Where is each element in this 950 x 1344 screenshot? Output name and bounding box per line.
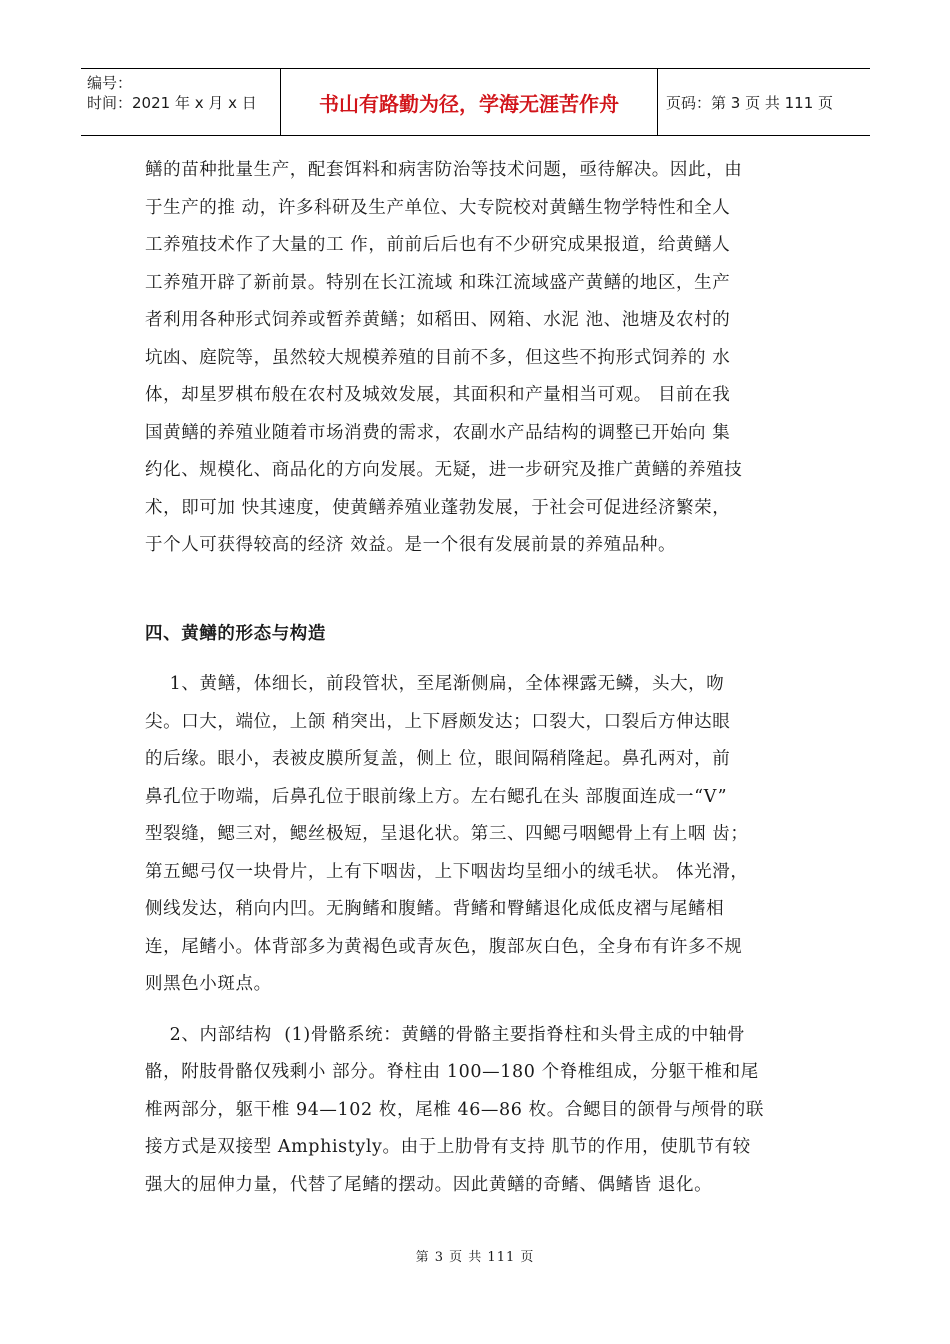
text-line: 椎两部分，躯干椎 94—102 枚，尾椎 46—86 枚。合鳃目的颌骨与颅骨的联	[145, 1099, 764, 1120]
text-line: 接方式是双接型 Amphistyly。由于上肋骨有支持 肌节的作用，使肌节有较	[145, 1137, 751, 1157]
text-line: 者利用各种形式饲养或暂养黄鳝；如稻田、网箱、水泥 池、池塘及农村的	[145, 310, 731, 330]
number-label: 编号：	[87, 74, 133, 92]
text-line: 体，却星罗棋布般在农村及城效发展，其面积和产量相当可观。 目前在我	[145, 385, 731, 405]
paragraph-1	[145, 152, 813, 565]
time-label: 时间：2021 年 x 月 x 日	[87, 94, 257, 112]
text-line: 第五鳃弓仅一块骨片，上有下咽齿，上下咽齿均呈细小的绒毛状。 体光滑，	[145, 861, 749, 882]
text-line: 连，尾鳍小。体背部多为黄褐色或青灰色，腹部灰白色，全身布有许多不规	[145, 936, 743, 957]
text-line: 强大的屈伸力量，代替了尾鳍的摆动。因此黄鳝的奇鳍、偶鳍皆 退化。	[145, 1174, 713, 1195]
text-line: 骼，附肢骨骼仅残剩小 部分。脊柱由 100—180 个脊椎组成，分躯干椎和尾	[145, 1062, 759, 1082]
text-line: 则黑色小斑点。	[145, 974, 272, 994]
text-line: 工养殖技术作了大量的工 作，前前后后也有不少研究成果报道，给黄鳝人	[145, 235, 731, 255]
text-line: 型裂缝，鳃三对，鳃丝极短，呈退化状。第三、四鳃弓咽鳃骨上有上咽 齿；	[145, 824, 749, 844]
text-line: 于个人可获得较高的经济 效益。是一个很有发展前景的养殖品种。	[145, 535, 677, 555]
page-footer: 第 3 页 共 111 页	[415, 1250, 535, 1265]
page-header	[81, 68, 870, 136]
spacer	[145, 653, 813, 666]
text-line: 的后缘。眼小，表被皮膜所复盖，侧上 位，眼间隔稍隆起。鼻孔两对，前	[145, 749, 731, 769]
paragraph-2	[145, 666, 813, 1004]
text-line: 1、黄鳝，体细长，前段管状，至尾渐侧扁，全体裸露无鳞，头大，吻	[145, 674, 725, 694]
text-line: 侧线发达，稍向内凹。无胸鳍和腹鳍。背鳍和臀鳍退化成低皮褶与尾鳍相	[145, 899, 725, 919]
text-line: 鼻孔位于吻端，后鼻孔位于眼前缘上方。左右鳃孔在头 部腹面连成一“V”	[145, 786, 728, 807]
spacer	[145, 565, 813, 616]
paragraph-3	[145, 1017, 813, 1205]
header-motto: 书山有路勤为径，学海无涯苦作舟	[281, 69, 658, 135]
header-page-code: 页码：第 3 页 共 111 页	[666, 93, 834, 112]
spacer	[145, 1004, 813, 1017]
text-line: 坑凼、庭院等，虽然较大规模养殖的目前不多，但这些不拘形式饲养的 水	[145, 347, 731, 368]
text-line: 约化、规模化、商品化的方向发展。无疑，进一步研究及推广黄鳝的养殖技	[145, 460, 743, 480]
header-meta	[81, 69, 281, 135]
text-line: 工养殖开辟了新前景。特别在长江流域 和珠江流域盛产黄鳝的地区，生产	[145, 272, 731, 293]
text-line: 术，即可加 快其速度，使黄鳝养殖业蓬勃发展，于社会可促进经济繁荣，	[145, 497, 731, 518]
text-line: 尖。口大，端位，上颌 稍突出，上下唇颇发达；口裂大，口裂后方伸达眼	[145, 711, 731, 732]
text-line: 于生产的推 动，许多科研及生产单位、大专院校对黄鳝生物学特性和全人	[145, 197, 731, 218]
text-line: 国黄鳝的养殖业随着市场消费的需求，农副水产品结构的调整已开始向 集	[145, 422, 731, 443]
section-heading: 四、黄鳝的形态与构造	[145, 623, 326, 644]
text-line: 2、内部结构 (1)骨骼系统：黄鳝的骨骼主要指脊柱和头骨主成的中轴骨	[145, 1024, 746, 1045]
document-body	[145, 152, 813, 1204]
text-line: 鳝的苗种批量生产，配套饵料和病害防治等技术问题，亟待解决。因此，由	[145, 160, 743, 180]
